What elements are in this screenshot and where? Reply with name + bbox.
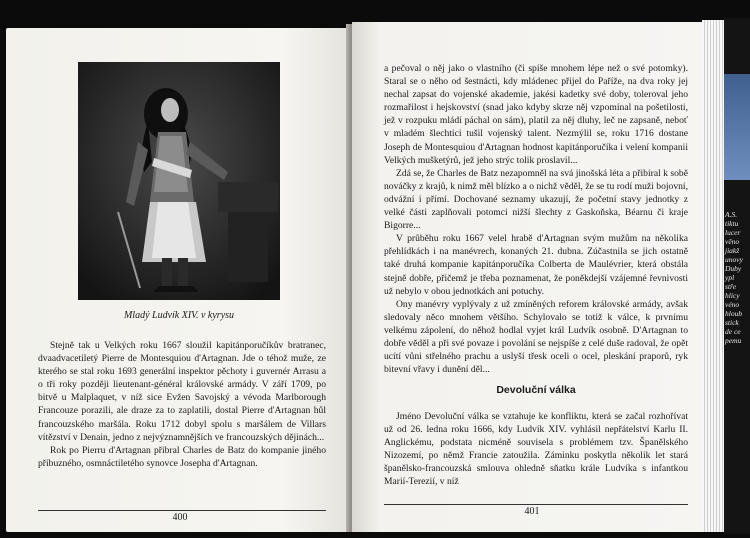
back-cover-strip xyxy=(724,18,750,534)
portrait-photo xyxy=(78,62,280,300)
paragraph: Stejně tak u Velkých roku 1667 sloužil kapitánporučíkův bratranec, dvaadvacetiletý Pierre de Montesquiou d'Artagnan. Jde o téhož muže, ze kterého se stal roku 1693 generální inspektor pěchoty i guvernér Arrasu a o tři roky později lieutenant-général královské armády. V září 1709, po bitvě u Malplaquet, v níž sice Evžen Savojský a vévoda Marlborough Francouze porazili, ale draze za to zaplatili, dostal Pierre d'Artagnan hůl francouzského maršála. Roku 1712 dobyl spolu s maršálem de Villars vítězství v Denain, jedno z nejvýznamnějších ve francouzských dějinách... xyxy=(38,340,326,443)
cover-image xyxy=(724,74,750,180)
right-page xyxy=(352,22,704,532)
page-number-left: 400 xyxy=(172,512,188,523)
section-heading: Devoluční válka xyxy=(496,384,576,396)
page-number-right: 401 xyxy=(524,506,540,517)
paragraph: a pečoval o něj jako o vlastního (či spíše mnohem lépe než o své potomky). Staral se o něho od šestnácti, kdy mládenec přijel do Paříže, na dva roky jej nechal zapsat do vojenské akademie, jakési kadetky své doby, toleroval jeho rozmařilost i hejskovství (snad jako kdyby skrze něj vzpomínal na pošetilosti, jež v rozpuku mládí páchal on sám), platil za něj dluhy, leč ne zapsaně, neboť v mladém šlechtici tušil vojenský talent. Nezmýlil se, roku 1716 dostane Joseph de Montesquiou d'Artagnan hodnost kapitánporučíka i velení kompanii Velkých mušketýrů, jež jeho strýc tolik proslavil... xyxy=(384,63,688,166)
photo-caption: Mladý Ludvík XIV. v kyrysu xyxy=(123,310,235,321)
portrait-illustration xyxy=(78,62,280,300)
footer-rule xyxy=(38,510,326,511)
left-page-body xyxy=(38,339,326,470)
right-page-body-continued xyxy=(384,410,688,489)
right-page-body xyxy=(384,62,688,376)
footer-rule xyxy=(384,504,688,505)
paragraph: Jméno Devoluční válka se vztahuje ke konfliktu, která se začal rozhořívat už od 26. ledna roku 1666, kdy Ludvík XIV. vyhlásil nepřátelství Karlu II. Anglickému, podstata nicméně souvisela s problémem tzv. Španělského Nizozemí, po němž Francie zatoužila. Záminku poskytla několik let stará španělsko-francouzská smlouva ohledně sňatku krále Ludvíka s infantkou Marií-Terezií, v níž xyxy=(384,411,688,488)
page-edges xyxy=(702,20,724,532)
paragraph: Zdá se, že Charles de Batz nezapomněl na svá jinošská léta a přibíral k sobě nováčky z krajů, k nimž měl blízko a o nichž věděl, že se tu rodí muži bojovní, odvážní i přímí. Dochované seznamy ukazují, že početní stavy jednotky z velké části zaplňovali potomci nižší šlechty z Gaskoňska, Béarnu či kraje Bigorre... xyxy=(384,167,688,232)
left-page xyxy=(6,28,352,532)
paragraph: Ony manévry vyplývaly z už zmíněných reforem královské armády, avšak sledovaly něco mnohem většího. Schylovalo se totiž k válce, k prvnímu velkému zápolení, do něhož hodlal vyjet král Ludvík osobně. D'Artagnan to dobře věděl a při své povaze i povolání se nejspíše z celé duše radoval, že opět ucítí vůni střelného prachu a uslyší třesk oceli o ocel, pleskání praporů, ryk bitevní vřavy i dunění děl... xyxy=(384,298,688,376)
cover-text-fragment: A.S. tiktu lucer věno jiakž unovy Duby ypl stře hlicy véno hloub stick de ce pemu xyxy=(725,210,743,345)
paragraph: V průběhu roku 1667 velel hrabě d'Artagnan svým mužům na několika přehlídkách i na manévrech, konaných 21. dubna. Zúčastnila se jich ostatně také druhá kompanie kapitánporučíka Colberta de Maulévrier, která obstála stejně dobře, přičemž je třeba poznamenat, že poněkdejší vzájemné řevnivosti už nebylo v obou jednotkách ani potuchy. xyxy=(384,233,688,297)
paragraph: Rok po Pierru d'Artagnan přibral Charles de Batz do kompanie jiného příbuzného, osmnáctiletého synovce Josepha d'Artagnan. xyxy=(38,444,326,469)
